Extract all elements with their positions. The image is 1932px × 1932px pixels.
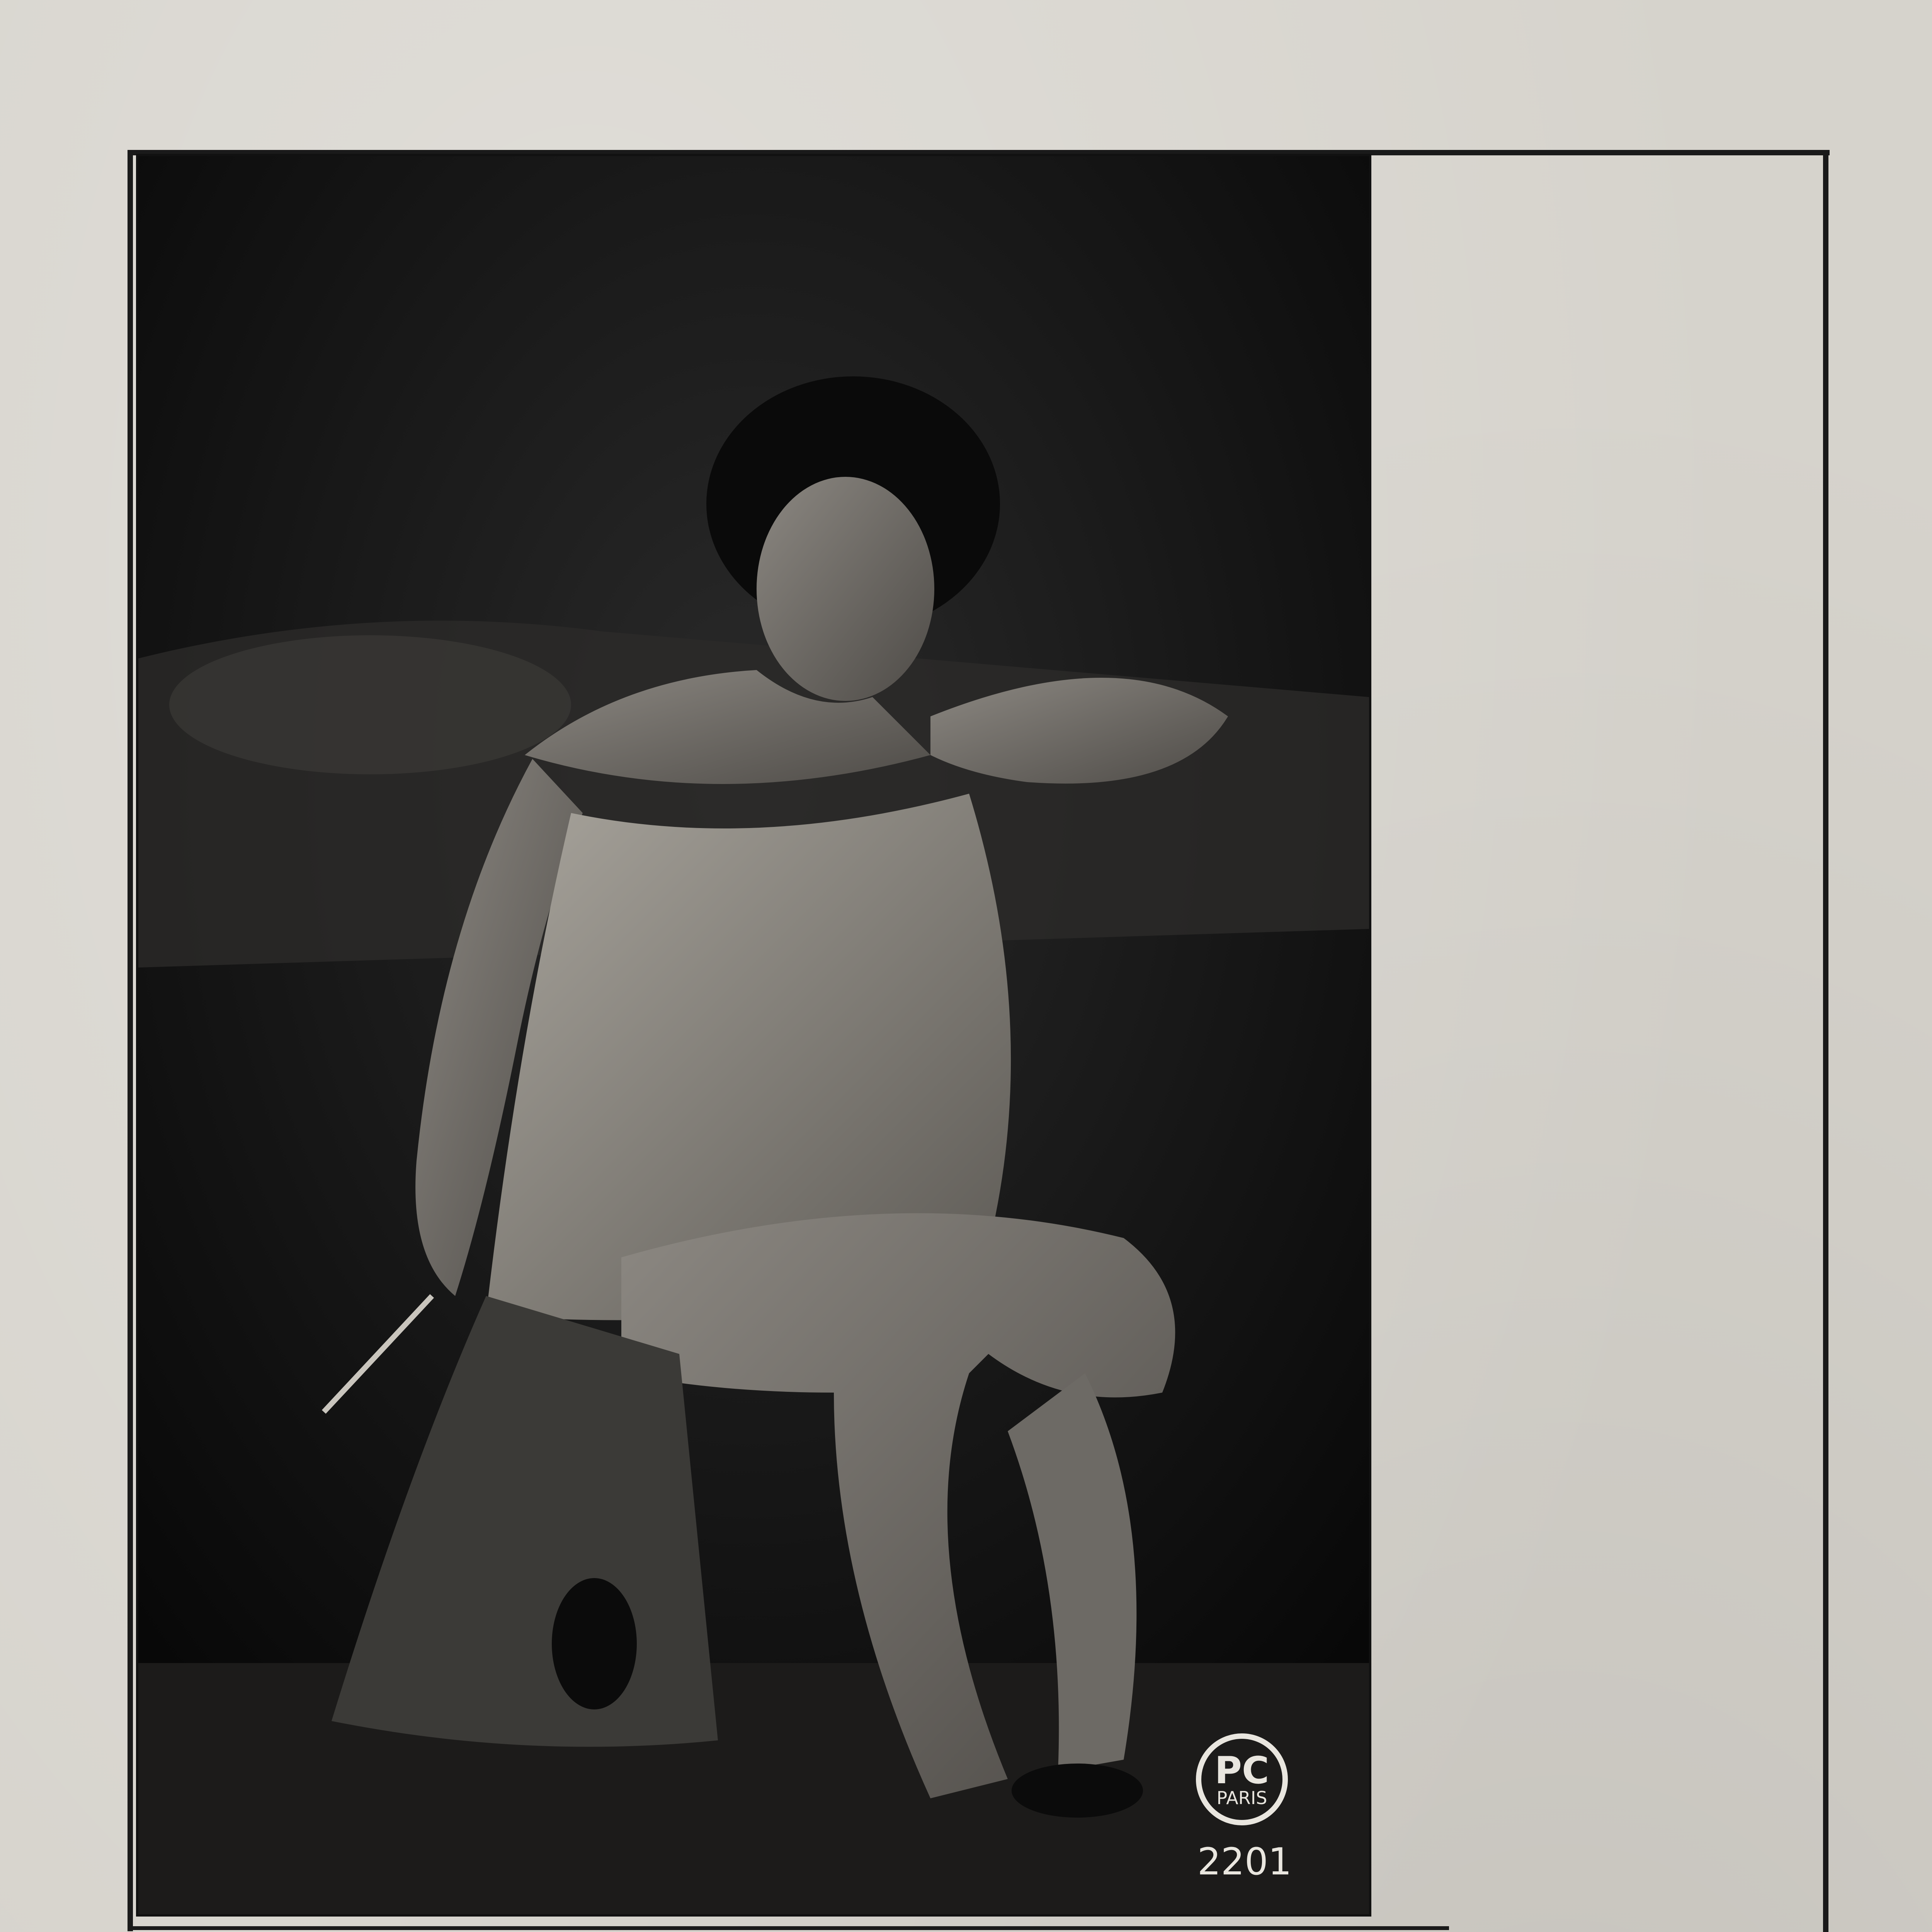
photo-number: 2201 xyxy=(1197,1840,1292,1883)
frame-rule-left xyxy=(128,150,133,1931)
photographer-stamp xyxy=(1196,1733,1288,1825)
stamp-initials: PC xyxy=(1214,1749,1269,1792)
photograph-illustration xyxy=(138,156,1369,1914)
frame-rule-right xyxy=(1823,150,1828,1932)
stamp-city: PARIS xyxy=(1216,1787,1267,1808)
frame-rule-bottom xyxy=(128,1926,1449,1930)
photograph xyxy=(136,154,1371,1917)
